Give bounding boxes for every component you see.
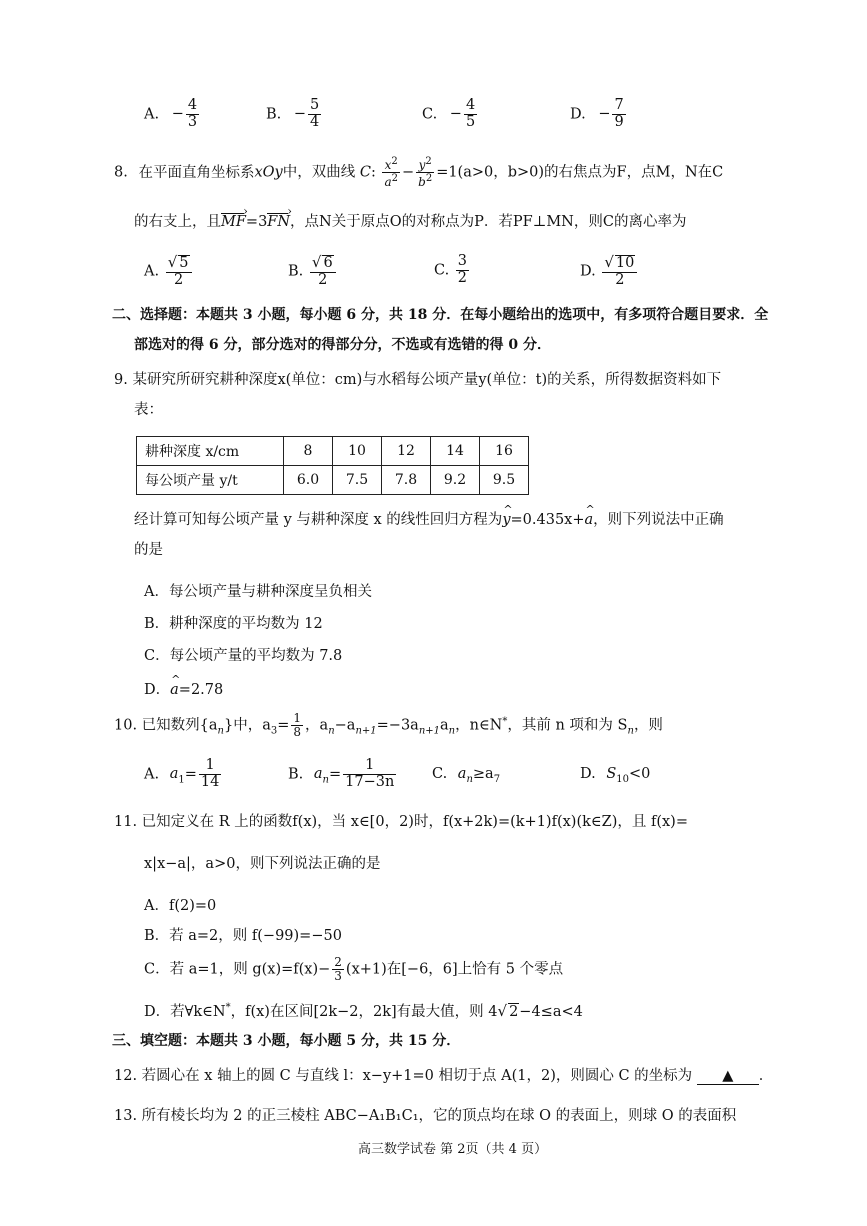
q9-after-table-line-1: 经计算可知每公顷产量 y 与耕种深度 x 的线性回归方程为^ y=0.435x+^ a，则下列说法中正确: [134, 508, 724, 529]
section-2-heading-line-1: 二、选择题：本题共 3 小题，每小题 6 分，共 18 分．在每小题给出的选项中，有多项符合题目要求．全: [112, 307, 769, 323]
q11-line-2: x|x−a|，a>0，则下列说法正确的是: [144, 856, 381, 872]
q9-after-table-line-2: 的是: [134, 542, 163, 558]
table-cell: 9.5: [480, 466, 529, 495]
q10-option-a: A. $a_1=$ $\frac{1}{14}$: [144, 757, 220, 790]
table-row: [137, 466, 529, 495]
q8-line-1: 8. 在平面直角坐标系xOy中，双曲线 C: $\frac{x^2}{a^2}$ − $\frac{y^2}{b^2}$ =1(a>0，b>0)的右焦点为F，点M，N在C: [114, 156, 724, 190]
table-row: [137, 437, 529, 466]
table-cell: 9.2: [431, 466, 480, 495]
q11-option-a: A．f(2)=0: [144, 898, 217, 914]
q8-option-a: A. $\frac{√ 5}{2}$: [144, 254, 194, 289]
q7-option-c: C. − $\frac{4}{5}$: [422, 97, 476, 130]
table-header-cell: 每公顷产量 y/t: [137, 466, 284, 495]
q8-option-d: D. $\frac{√ 10}{2}$: [580, 254, 639, 289]
section-2-heading-line-2: 部选对的得 6 分，部分选对的得部分分，不选或有选错的得 0 分．: [134, 337, 551, 353]
section-3-heading: 三、填空题：本题共 3 小题，每小题 5 分，共 15 分．: [112, 1033, 461, 1049]
q7-option-b: B. − $\frac{5}{4}$: [266, 97, 320, 130]
q8-option-b: B. $\frac{√ 6}{2}$: [288, 254, 338, 289]
q9-data-table: [136, 436, 529, 495]
q9-line-1: 9. 某研究所研究耕种深度x(单位：cm)与水稻每公顷产量y(单位：t)的关系，所得数据资料如下: [114, 372, 722, 388]
q8-line-2: 的右支上，且MF ›=3FN ›，点N关于原点O的对称点为P．若PF⊥MN，则C的离心率为: [134, 210, 686, 231]
q9-option-c: C．每公顷产量的平均数为 7.8: [144, 648, 343, 664]
table-cell: 12: [382, 437, 431, 466]
q11-line-1: 11. 已知定义在 R 上的函数f(x)，当 x∈[0，2)时，f(x+2k)=(k+1)f(x)(k∈Z)，且 f(x)=: [114, 814, 688, 830]
q8-option-c: C. $\frac{3}{2}$: [434, 253, 468, 286]
q9-option-b: B．耕种深度的平均数为 12: [144, 616, 323, 632]
q12-stem: 12. 若圆心在 x 轴上的圆 C 与直线 l：x−y+1=0 相切于点 A(1，2)，则圆心 C 的坐标为 ▲ ．: [114, 1068, 774, 1084]
table-header-cell: 耕种深度 x/cm: [137, 437, 284, 466]
table-cell: 10: [333, 437, 382, 466]
q11-option-d: D．若∀k∈N*，f(x)在区间[2k−2，2k]有最大值，则 4√ 2−4≤a<4: [144, 1002, 583, 1020]
table-cell: 16: [480, 437, 529, 466]
table-cell: 7.5: [333, 466, 382, 495]
q11-option-c: C．若 a=1，则 g(x)=f(x)− $\frac{2}{3}$ (x+1)在[−6，6]上恰有 5 个零点: [144, 955, 564, 984]
table-cell: 14: [431, 437, 480, 466]
table-cell: 6.0: [284, 466, 333, 495]
page-footer: 高三数学试卷 第 2页（共 4 页）: [358, 1142, 548, 1157]
q10-option-b: B. $a_n=$ $\frac{1}{17-3n}$: [288, 757, 395, 790]
q10-option-c: C. $a_n\ge a_7$: [432, 766, 501, 785]
q13-stem: 13. 所有棱长均为 2 的正三棱柱 ABC−A₁B₁C₁，它的顶点均在球 O 的表面上，则球 O 的表面积: [114, 1108, 737, 1124]
q7-option-a: A. − $\frac{4}{3}$: [144, 97, 198, 130]
q7-option-d: D. − $\frac{7}{9}$: [570, 97, 624, 130]
q9-line-2: 表：: [134, 402, 163, 418]
q10-option-d: D. $S_{10}<0$: [580, 766, 651, 785]
table-cell: 8: [284, 437, 333, 466]
q9-option-d: D．^ a=2.78: [144, 678, 223, 699]
q10-stem: 10. 已知数列$\{a_n\}$中，$a_3=$ $\frac{1}{8}$ ，$a_n-a_{n+1}=-3a_{n+1}a_n$，n∈N*，其前 n 项和为 $S_n$，则: [114, 711, 663, 740]
q9-option-a: A．每公顷产量与耕种深度呈负相关: [144, 584, 372, 600]
table-cell: 7.8: [382, 466, 431, 495]
q11-option-b: B．若 a=2，则 f(−99)=−50: [144, 928, 342, 944]
q12-answer-blank: ▲: [697, 1068, 759, 1085]
